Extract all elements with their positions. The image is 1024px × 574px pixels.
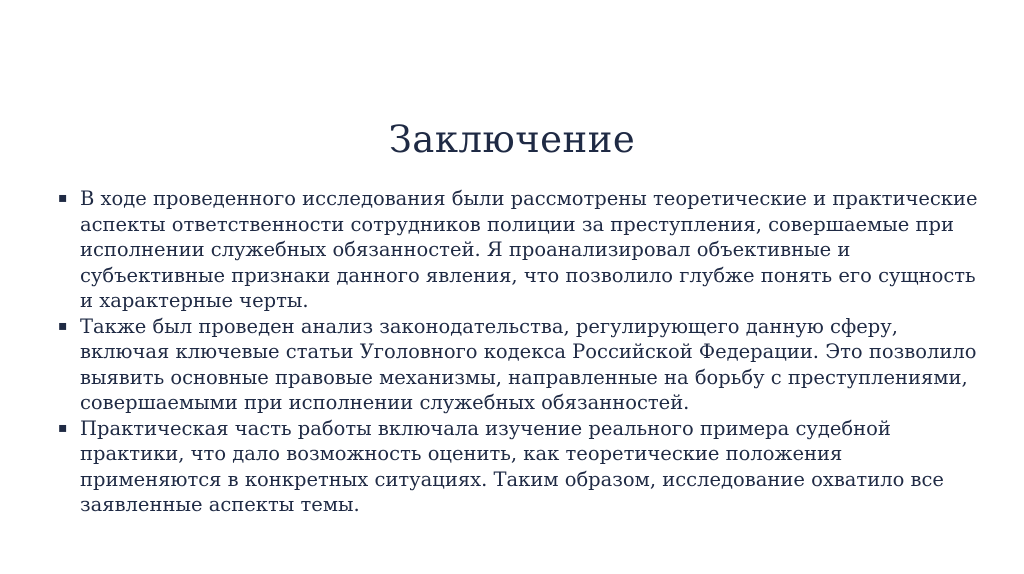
- bullet-text: Практическая часть работы включала изучение реального примера судебной практики, что дало возможность оценить, как теоретические положения применяются в конкретных ситуациях. Таким образом, исследование охватило все заявленные аспекты темы.: [80, 416, 944, 516]
- slide-title: Заключение: [388, 118, 636, 161]
- bullet-item: [58, 314, 978, 416]
- bullet-text: В ходе проведенного исследования были рассмотрены теоретические и практические аспекты ответственности сотрудников полиции за преступления, совершаемые при исполнении служебных обязанностей. Я проанализировал объективные и субъективные признаки данного явления, что позволило глубже понять его сущность и характерные черты.: [80, 187, 978, 312]
- bullet-list: [58, 186, 978, 518]
- bullet-text: Также был проведен анализ законодательства, регулирующего данную сферу, включая ключевые статьи Уголовного кодекса Российской Федерации. Это позволило выявить основные правовые механизмы, направленные на борьбу с преступлениями, совершаемыми при исполнении служебных обязанностей.: [80, 314, 977, 414]
- bullet-square-icon: ▪: [58, 190, 68, 206]
- bullet-item: [58, 416, 978, 518]
- bullet-square-icon: ▪: [58, 419, 68, 436]
- bullet-square-icon: ▪: [58, 317, 68, 334]
- bullet-item: [58, 186, 978, 314]
